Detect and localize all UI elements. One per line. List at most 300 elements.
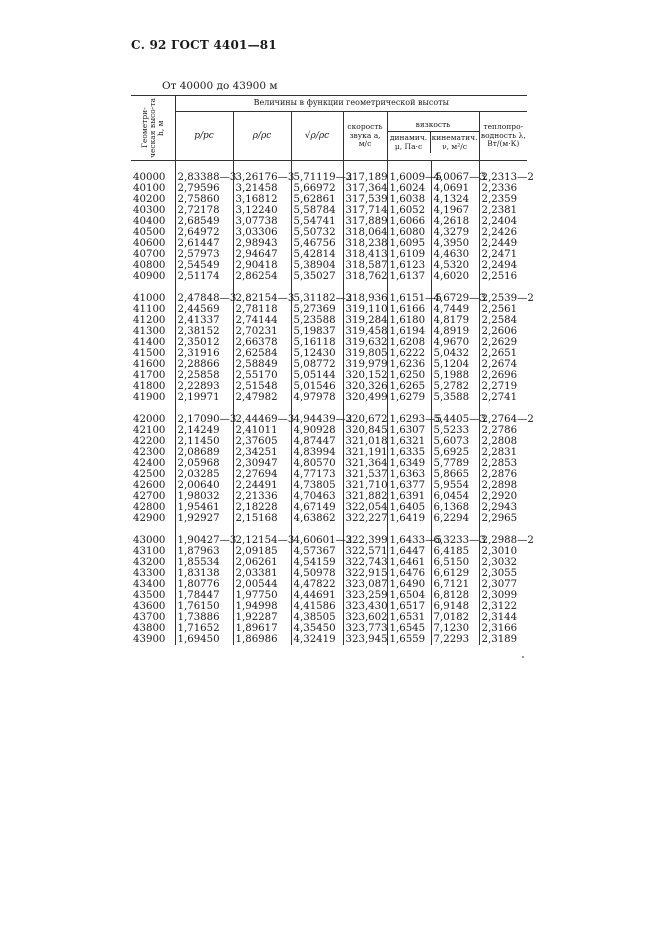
table-cell: 1,6052	[387, 205, 431, 216]
col-header-dynamic: динамич. μ, Па·с	[389, 133, 428, 151]
table-cell: 2,2584	[479, 315, 527, 326]
table-row	[131, 227, 527, 238]
table-cell: 2,72178	[175, 205, 233, 216]
spacer-cell	[131, 403, 175, 414]
table-cell: 42200	[133, 436, 166, 447]
table-cell: 2,14249	[175, 425, 233, 436]
col-header-density: ρ/ρc	[233, 111, 291, 160]
table-cell: 2,2494	[479, 260, 527, 271]
table-cell: 321,364	[343, 458, 387, 469]
table-cell: 5,23588	[291, 315, 343, 326]
table-cell: 5,12430	[291, 348, 343, 359]
table-cell: 5,16118	[291, 337, 343, 348]
table-cell: 41600	[133, 359, 166, 370]
table-row	[131, 513, 527, 524]
table-cell: 40500	[133, 227, 166, 238]
table-cell: 2,66378	[233, 337, 291, 348]
spacer-cell	[131, 524, 175, 535]
table-cell: 2,41011	[233, 425, 291, 436]
table-cell: 2,2336	[479, 183, 527, 194]
table-cell: 3,03306	[233, 227, 291, 238]
table-cell: 5,71119—2	[291, 172, 343, 183]
table-cell: 4,4630	[431, 249, 479, 260]
table-cell: 1,6293—5	[387, 414, 431, 425]
table-cell: 321,882	[343, 491, 387, 502]
table-cell: 2,12154—3	[233, 535, 291, 546]
table-cell: 5,38904	[291, 260, 343, 271]
table-row	[131, 260, 527, 271]
table-cell: 319,632	[343, 337, 387, 348]
table-cell: 6,5150	[431, 557, 479, 568]
table-cell: 2,2831	[479, 447, 527, 458]
table-cell: 1,6123	[387, 260, 431, 271]
table-row	[131, 293, 527, 304]
table-cell: 40200	[133, 194, 166, 205]
table-cell: 1,89617	[233, 623, 291, 634]
table-cell: 4,77173	[291, 469, 343, 480]
atmosphere-table	[131, 95, 534, 645]
table-cell: 3,26176—3	[233, 172, 291, 183]
table-cell: 2,30947	[233, 458, 291, 469]
table-cell: 5,5233	[431, 425, 479, 436]
table-cell: 319,284	[343, 315, 387, 326]
table-cell: 4,54159	[291, 557, 343, 568]
table-cell: 317,889	[343, 216, 387, 227]
table-body	[131, 161, 534, 646]
table-cell: 323,773	[343, 623, 387, 634]
table-cell: 41300	[133, 326, 166, 337]
table-cell: 2,41337	[175, 315, 233, 326]
table-cell: 2,2674	[479, 359, 527, 370]
table-cell: 2,27694	[233, 469, 291, 480]
table-cell: 1,90427—3	[175, 535, 233, 546]
table-cell: 5,05144	[291, 370, 343, 381]
data-table-container	[131, 95, 534, 645]
spacer-cell	[387, 161, 431, 173]
table-cell: 323,259	[343, 590, 387, 601]
table-cell: 40300	[133, 205, 166, 216]
table-cell: 5,54741	[291, 216, 343, 227]
table-cell: 2,2516	[479, 271, 527, 282]
table-cell: 2,24491	[233, 480, 291, 491]
table-cell: 2,19971	[175, 392, 233, 403]
table-cell: 1,76150	[175, 601, 233, 612]
table-cell: 2,03285	[175, 469, 233, 480]
table-cell: 4,47822	[291, 579, 343, 590]
table-row	[131, 623, 527, 634]
table-row	[131, 568, 527, 579]
table-cell: 3,16812	[233, 194, 291, 205]
table-cell: 2,47848—3	[175, 293, 233, 304]
table-cell: 2,2629	[479, 337, 527, 348]
table-cell: 1,6180	[387, 315, 431, 326]
table-cell: 318,762	[343, 271, 387, 282]
table-cell: 2,34251	[233, 447, 291, 458]
table-cell: 2,38152	[175, 326, 233, 337]
spacer-cell	[479, 282, 527, 293]
table-cell: 1,6024	[387, 183, 431, 194]
table-row	[131, 249, 527, 260]
table-cell: 3,12240	[233, 205, 291, 216]
table-cell: 1,6490	[387, 579, 431, 590]
col-header-sqrt-density: √ρ/ρc	[291, 111, 343, 160]
table-cell: 320,326	[343, 381, 387, 392]
table-cell: 42500	[133, 469, 166, 480]
table-cell: 4,80570	[291, 458, 343, 469]
table-cell: 1,6363	[387, 469, 431, 480]
table-cell: 319,458	[343, 326, 387, 337]
table-cell: 2,2651	[479, 348, 527, 359]
table-cell: 2,2561	[479, 304, 527, 315]
table-cell: 4,83994	[291, 447, 343, 458]
table-cell: 6,7121	[431, 579, 479, 590]
table-row	[131, 425, 527, 436]
table-cell: 1,92927	[175, 513, 233, 524]
table-cell: 322,915	[343, 568, 387, 579]
table-cell: 5,9554	[431, 480, 479, 491]
table-cell: 6,4185	[431, 546, 479, 557]
table-cell: 2,74144	[233, 315, 291, 326]
table-cell: 318,936	[343, 293, 387, 304]
table-cell: 2,3099	[479, 590, 527, 601]
table-cell: 1,6066	[387, 216, 431, 227]
table-cell: 1,6377	[387, 480, 431, 491]
table-cell: 3,07738	[233, 216, 291, 227]
table-cell: 2,05968	[175, 458, 233, 469]
table-cell: 7,2293	[431, 634, 479, 645]
table-cell: 1,6321	[387, 436, 431, 447]
table-cell: 4,6729—3	[431, 293, 479, 304]
table-cell: 2,28866	[175, 359, 233, 370]
table-cell: 43400	[133, 579, 166, 590]
table-cell: 42000	[133, 414, 166, 425]
spacer-cell	[387, 403, 431, 414]
table-cell: 3,21458	[233, 183, 291, 194]
table-row	[131, 436, 527, 447]
table-cell: 4,44691	[291, 590, 343, 601]
table-cell: 2,86254	[233, 271, 291, 282]
table-cell: 5,1988	[431, 370, 479, 381]
table-cell: 2,2426	[479, 227, 527, 238]
table-cell: 43600	[133, 601, 166, 612]
table-row	[131, 348, 527, 359]
table-cell: 2,44569	[175, 304, 233, 315]
table-cell: 2,2539—2	[479, 293, 527, 304]
table-cell: 1,69450	[175, 634, 233, 645]
table-row	[131, 216, 527, 227]
col-header-pressure: p/pc	[175, 111, 233, 160]
table-cell: 318,238	[343, 238, 387, 249]
table-row	[131, 359, 527, 370]
table-cell: 317,714	[343, 205, 387, 216]
table-cell: 320,672	[343, 414, 387, 425]
table-cell: 1,94998	[233, 601, 291, 612]
table-cell: 2,2471	[479, 249, 527, 260]
table-cell: 4,90928	[291, 425, 343, 436]
table-cell: 2,61447	[175, 238, 233, 249]
table-cell: 5,27369	[291, 304, 343, 315]
table-cell: 1,78447	[175, 590, 233, 601]
table-cell: 1,92287	[233, 612, 291, 623]
table-cell: 2,00544	[233, 579, 291, 590]
table-cell: 323,087	[343, 579, 387, 590]
table-cell: 1,6391	[387, 491, 431, 502]
table-row	[131, 304, 527, 315]
table-cell: 1,6095	[387, 238, 431, 249]
table-cell: 1,6476	[387, 568, 431, 579]
table-cell: 2,09185	[233, 546, 291, 557]
table-cell: 42900	[133, 513, 166, 524]
table-cell: 4,32419	[291, 634, 343, 645]
table-row	[131, 238, 527, 249]
spacer-cell	[343, 524, 387, 535]
spacer-cell	[131, 282, 175, 293]
table-cell: 1,6236	[387, 359, 431, 370]
table-cell: 4,97978	[291, 392, 343, 403]
table-cell: 2,75860	[175, 194, 233, 205]
table-cell: 317,189	[343, 172, 387, 183]
table-cell: 42100	[133, 425, 166, 436]
table-cell: 4,3950	[431, 238, 479, 249]
table-cell: 1,97750	[233, 590, 291, 601]
group-spacer	[131, 161, 527, 173]
table-cell: 2,62584	[233, 348, 291, 359]
col-header-sound-speed: скорость звука a, м/с	[343, 111, 387, 160]
table-cell: 40800	[133, 260, 166, 271]
table-cell: 5,35027	[291, 271, 343, 282]
table-cell: 2,17090—3	[175, 414, 233, 425]
spacer-cell	[387, 524, 431, 535]
table-row	[131, 271, 527, 282]
table-cell: 2,3077	[479, 579, 527, 590]
table-cell: 4,5320	[431, 260, 479, 271]
table-cell: 40700	[133, 249, 166, 260]
table-cell: 322,743	[343, 557, 387, 568]
table-cell: 4,50978	[291, 568, 343, 579]
table-cell: 2,03381	[233, 568, 291, 579]
table-cell: 4,9670	[431, 337, 479, 348]
table-cell: 5,19837	[291, 326, 343, 337]
table-cell: 2,47982	[233, 392, 291, 403]
table-row	[131, 502, 527, 513]
table-cell: 5,7789	[431, 458, 479, 469]
table-cell: 2,21336	[233, 491, 291, 502]
table-cell: 5,42814	[291, 249, 343, 260]
table-cell: 42800	[133, 502, 166, 513]
table-cell: 2,83388—3	[175, 172, 233, 183]
table-cell: 1,6222	[387, 348, 431, 359]
table-row	[131, 535, 527, 546]
table-cell: 323,945	[343, 634, 387, 645]
table-row	[131, 458, 527, 469]
table-cell: 1,6517	[387, 601, 431, 612]
table-cell: 1,6433—5	[387, 535, 431, 546]
table-row	[131, 370, 527, 381]
spacer-cell	[233, 524, 291, 535]
table-cell: 5,0432	[431, 348, 479, 359]
table-cell: 320,152	[343, 370, 387, 381]
table-row	[131, 469, 527, 480]
table-cell: 6,3233—3	[431, 535, 479, 546]
table-cell: 2,54549	[175, 260, 233, 271]
group-spacer	[131, 524, 527, 535]
table-cell: 2,2741	[479, 392, 527, 403]
spacer-cell	[479, 524, 527, 535]
table-row	[131, 557, 527, 568]
table-cell: 2,2853	[479, 458, 527, 469]
table-cell: 7,1230	[431, 623, 479, 634]
table-cell: 1,6307	[387, 425, 431, 436]
table-cell: 4,94439—2	[291, 414, 343, 425]
table-cell: 4,0067—3	[431, 172, 479, 183]
table-cell: 318,064	[343, 227, 387, 238]
table-cell: 43200	[133, 557, 166, 568]
table-cell: 2,2696	[479, 370, 527, 381]
table-cell: 2,2359	[479, 194, 527, 205]
table-cell: 2,44469—3	[233, 414, 291, 425]
table-cell: 40100	[133, 183, 166, 194]
scan-speck	[522, 656, 524, 658]
table-cell: 5,6925	[431, 447, 479, 458]
table-cell: 1,80776	[175, 579, 233, 590]
table-cell: 2,90418	[233, 260, 291, 271]
table-cell: 4,38505	[291, 612, 343, 623]
table-cell: 317,539	[343, 194, 387, 205]
page-header: С. 92 ГОСТ 4401—81	[131, 38, 277, 52]
spacer-cell	[233, 403, 291, 414]
table-cell: 318,413	[343, 249, 387, 260]
table-cell: 5,50732	[291, 227, 343, 238]
col-header-kinematic: кинематич. ν, м²/с	[430, 132, 479, 153]
table-cell: 5,2782	[431, 381, 479, 392]
table-cell: 5,01546	[291, 381, 343, 392]
spacer-cell	[175, 524, 233, 535]
table-cell: 6,6129	[431, 568, 479, 579]
table-cell: 2,25858	[175, 370, 233, 381]
table-header	[131, 96, 527, 161]
group-spacer	[131, 282, 527, 293]
table-cell: 4,2618	[431, 216, 479, 227]
spacer-cell	[343, 403, 387, 414]
table-cell: 1,6504	[387, 590, 431, 601]
table-cell: 321,537	[343, 469, 387, 480]
table-cell: 40900	[133, 271, 166, 282]
table-cell: 319,979	[343, 359, 387, 370]
table-cell: 5,3588	[431, 392, 479, 403]
table-cell: 43300	[133, 568, 166, 579]
table-cell: 2,2606	[479, 326, 527, 337]
table-cell: 2,35012	[175, 337, 233, 348]
table-cell: 323,430	[343, 601, 387, 612]
spacer-cell	[175, 282, 233, 293]
table-cell: 319,805	[343, 348, 387, 359]
col-header-conductivity: теплопро-водность λ, Вт/(м·К)	[479, 111, 527, 160]
table-cell: 5,4405—3	[431, 414, 479, 425]
table-cell: 2,68549	[175, 216, 233, 227]
table-cell: 2,2764—2	[479, 414, 527, 425]
table-cell: 1,6279	[387, 392, 431, 403]
table-cell: 2,3032	[479, 557, 527, 568]
table-cell: 2,58849	[233, 359, 291, 370]
table-cell: 2,70231	[233, 326, 291, 337]
table-cell: 317,364	[343, 183, 387, 194]
table-row	[131, 326, 527, 337]
table-cell: 42300	[133, 447, 166, 458]
table-cell: 1,85534	[175, 557, 233, 568]
table-cell: 2,31916	[175, 348, 233, 359]
table-cell: 4,87447	[291, 436, 343, 447]
table-cell: 4,70463	[291, 491, 343, 502]
spacer-cell	[291, 161, 343, 173]
table-cell: 2,98943	[233, 238, 291, 249]
table-cell: 5,31182—2	[291, 293, 343, 304]
table-cell: 42600	[133, 480, 166, 491]
table-row	[131, 183, 527, 194]
table-cell: 40600	[133, 238, 166, 249]
table-cell: 2,2381	[479, 205, 527, 216]
spacer-cell	[291, 403, 343, 414]
table-cell: 4,7449	[431, 304, 479, 315]
table-row	[131, 491, 527, 502]
table-cell: 1,98032	[175, 491, 233, 502]
table-cell: 2,2876	[479, 469, 527, 480]
table-cell: 2,22893	[175, 381, 233, 392]
table-cell: 1,6419	[387, 513, 431, 524]
table-cell: 1,6461	[387, 557, 431, 568]
spacer-cell	[479, 161, 527, 173]
spacer-cell	[479, 403, 527, 414]
spacer-cell	[291, 524, 343, 535]
table-row	[131, 194, 527, 205]
table-cell: 1,6250	[387, 370, 431, 381]
table-cell: 7,0182	[431, 612, 479, 623]
table-cell: 41700	[133, 370, 166, 381]
table-cell: 2,06261	[233, 557, 291, 568]
table-cell: 1,6349	[387, 458, 431, 469]
table-cell: 1,83138	[175, 568, 233, 579]
table-cell: 43500	[133, 590, 166, 601]
table-cell: 4,1967	[431, 205, 479, 216]
table-cell: 5,6073	[431, 436, 479, 447]
table-row	[131, 392, 527, 403]
table-cell: 43100	[133, 546, 166, 557]
table-cell: 1,73886	[175, 612, 233, 623]
table-cell: 2,2965	[479, 513, 527, 524]
table-row	[131, 172, 527, 183]
spacer-cell	[387, 282, 431, 293]
spacer-cell	[343, 161, 387, 173]
table-cell: 6,2294	[431, 513, 479, 524]
table-cell: 2,3166	[479, 623, 527, 634]
table-row	[131, 480, 527, 491]
table-row	[131, 579, 527, 590]
table-cell: 322,227	[343, 513, 387, 524]
table-cell: 1,6109	[387, 249, 431, 260]
table-cell: 2,2943	[479, 502, 527, 513]
table-row	[131, 612, 527, 623]
table-cell: 2,51174	[175, 271, 233, 282]
table-cell: 1,6009—5	[387, 172, 431, 183]
spacer-cell	[175, 161, 233, 173]
table-cell: 5,58784	[291, 205, 343, 216]
table-cell: 322,399	[343, 535, 387, 546]
table-cell: 319,110	[343, 304, 387, 315]
table-cell: 318,587	[343, 260, 387, 271]
table-cell: 2,2404	[479, 216, 527, 227]
table-row	[131, 315, 527, 326]
table-cell: 2,55170	[233, 370, 291, 381]
table-cell: 1,6335	[387, 447, 431, 458]
